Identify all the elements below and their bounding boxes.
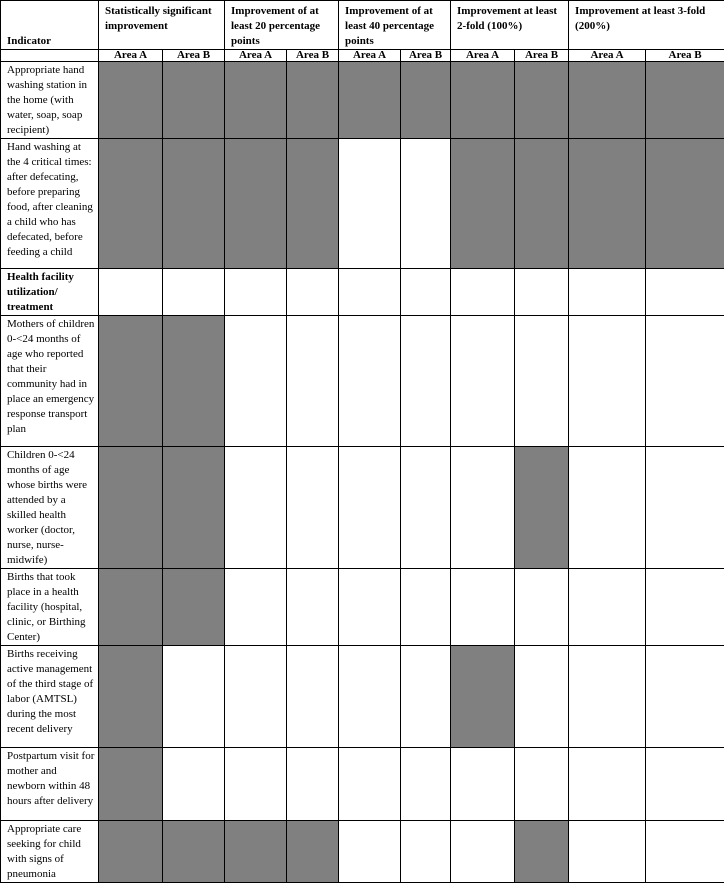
empty-cell: [401, 316, 451, 447]
indicator-cell: Children 0-<24 months of age whose births were attended by a skilled health worker (doctor, nurse, nurse-midwife): [1, 447, 99, 569]
empty-cell: [451, 447, 515, 569]
table-body: [1, 62, 724, 883]
shaded-cell: [225, 821, 287, 883]
indicator-column-header: Indicator: [1, 1, 99, 50]
empty-cell: [569, 646, 646, 748]
table-row: [1, 821, 724, 883]
shaded-cell: [646, 139, 724, 269]
indicator-cell: Hand washing at the 4 critical times: after defecating, before preparing food, after cleaning a child who has defecated, before feeding a child: [1, 139, 99, 269]
shaded-cell: [225, 62, 287, 139]
empty-cell: [339, 139, 401, 269]
empty-cell: [451, 316, 515, 447]
empty-cell: [515, 569, 569, 646]
shaded-cell: [163, 139, 225, 269]
empty-cell: [451, 821, 515, 883]
shaded-cell: [163, 569, 225, 646]
empty-cell: [163, 748, 225, 821]
empty-cell: [287, 748, 339, 821]
shaded-cell: [163, 821, 225, 883]
empty-cell: [646, 316, 724, 447]
empty-cell: [99, 269, 163, 316]
table-row: [1, 569, 724, 646]
shaded-cell: [515, 447, 569, 569]
empty-cell: [515, 646, 569, 748]
shaded-cell: [163, 447, 225, 569]
shaded-cell: [646, 62, 724, 139]
shaded-cell: [99, 646, 163, 748]
empty-cell: [163, 646, 225, 748]
shaded-cell: [99, 821, 163, 883]
table-row: [1, 139, 724, 269]
shaded-cell: [339, 62, 401, 139]
empty-cell: [569, 269, 646, 316]
shaded-cell: [401, 62, 451, 139]
empty-cell: [401, 748, 451, 821]
shaded-cell: [225, 139, 287, 269]
empty-cell: [646, 646, 724, 748]
shaded-cell: [163, 316, 225, 447]
empty-cell: [515, 748, 569, 821]
empty-cell: [339, 748, 401, 821]
empty-cell: [569, 316, 646, 447]
header-group-row: [1, 1, 724, 50]
shaded-cell: [451, 139, 515, 269]
shaded-cell: [287, 62, 339, 139]
header-area-row: [1, 50, 724, 62]
empty-cell: [646, 748, 724, 821]
area-b-header: Area B: [515, 50, 569, 62]
empty-cell: [401, 269, 451, 316]
shaded-cell: [99, 569, 163, 646]
indicator-cell: Postpartum visit for mother and newborn within 48 hours after delivery: [1, 748, 99, 821]
table-row: [1, 748, 724, 821]
shaded-cell: [99, 748, 163, 821]
empty-cell: [646, 821, 724, 883]
indicator-cell: Mothers of children 0-<24 months of age who reported that their community had in place an emergency response transport plan: [1, 316, 99, 447]
group-header-3-fold: Improvement at least 3-fold (200%): [569, 1, 724, 50]
empty-cell: [401, 139, 451, 269]
empty-cell: [401, 821, 451, 883]
empty-cell: [339, 447, 401, 569]
area-a-header: Area A: [225, 50, 287, 62]
empty-cell: [569, 569, 646, 646]
indicator-cell: Births receiving active management of the third stage of labor (AMTSL) during the most recent delivery: [1, 646, 99, 748]
empty-cell: [401, 646, 451, 748]
group-header-2-fold: Improvement at least 2-fold (100%): [451, 1, 569, 50]
area-b-header: Area B: [646, 50, 724, 62]
shaded-cell: [163, 62, 225, 139]
empty-cell: [646, 447, 724, 569]
group-header-statistically-significant: Statistically significant improvement: [99, 1, 225, 50]
empty-cell: [225, 748, 287, 821]
empty-cell: [339, 269, 401, 316]
indicator-cell: Health facility utilization/ treatment: [1, 269, 99, 316]
shaded-cell: [99, 316, 163, 447]
area-a-header: Area A: [339, 50, 401, 62]
empty-cell: [339, 646, 401, 748]
indicator-cell: Appropriate care seeking for child with signs of pneumonia: [1, 821, 99, 883]
group-header-20-points: Improvement of at least 20 percentage points: [225, 1, 339, 50]
table-row: [1, 447, 724, 569]
empty-cell: [451, 569, 515, 646]
empty-cell: [225, 269, 287, 316]
empty-cell: [569, 447, 646, 569]
shaded-cell: [451, 62, 515, 139]
empty-cell: [225, 316, 287, 447]
area-a-header: Area A: [451, 50, 515, 62]
shaded-cell: [515, 821, 569, 883]
empty-cell: [287, 646, 339, 748]
empty-cell: [515, 269, 569, 316]
empty-cell: [569, 821, 646, 883]
shaded-cell: [569, 62, 646, 139]
group-header-40-points: Improvement of at least 40 percentage points: [339, 1, 451, 50]
shaded-cell: [451, 646, 515, 748]
area-b-header: Area B: [401, 50, 451, 62]
empty-cell: [339, 316, 401, 447]
empty-cell: [287, 316, 339, 447]
table-row: [1, 646, 724, 748]
shaded-cell: [99, 447, 163, 569]
empty-cell: [287, 447, 339, 569]
shaded-cell: [569, 139, 646, 269]
empty-cell: [163, 269, 225, 316]
empty-cell: [569, 748, 646, 821]
shaded-cell: [515, 139, 569, 269]
empty-cell: [401, 569, 451, 646]
empty-cell: [646, 269, 724, 316]
shaded-cell: [99, 62, 163, 139]
shaded-cell: [287, 821, 339, 883]
table-row: [1, 269, 724, 316]
area-a-header: Area A: [569, 50, 646, 62]
empty-cell: [451, 269, 515, 316]
indicator-cell: Births that took place in a health facility (hospital, clinic, or Birthing Center): [1, 569, 99, 646]
empty-cell: [287, 569, 339, 646]
area-a-header: Area A: [99, 50, 163, 62]
empty-cell: [451, 748, 515, 821]
empty-cell: [225, 569, 287, 646]
shaded-cell: [99, 139, 163, 269]
table-row: [1, 62, 724, 139]
empty-cell: [225, 447, 287, 569]
shaded-cell: [515, 62, 569, 139]
area-b-header: Area B: [287, 50, 339, 62]
shaded-cell: [287, 139, 339, 269]
empty-cell: [401, 447, 451, 569]
indicator-cell: Appropriate hand washing station in the home (with water, soap, soap recipient): [1, 62, 99, 139]
table-row: [1, 316, 724, 447]
area-b-header: Area B: [163, 50, 225, 62]
empty-cell: [339, 821, 401, 883]
empty-cell: [339, 569, 401, 646]
empty-cell: [225, 646, 287, 748]
indicator-subheader-blank: [1, 50, 99, 62]
empty-cell: [646, 569, 724, 646]
empty-cell: [287, 269, 339, 316]
empty-cell: [515, 316, 569, 447]
